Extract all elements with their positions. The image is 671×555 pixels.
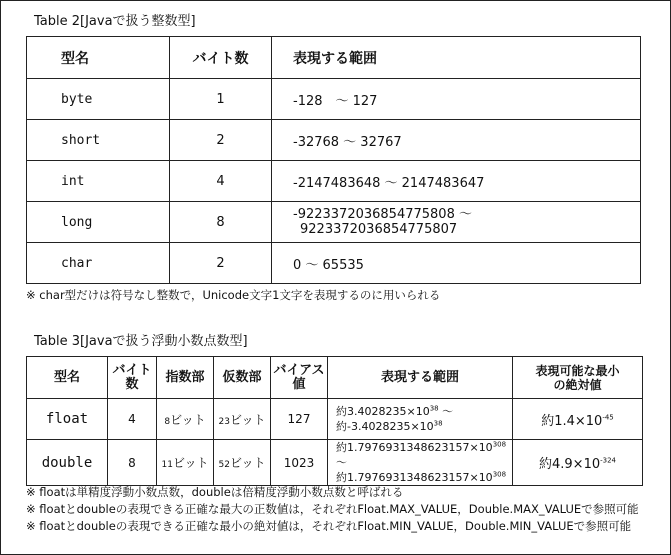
header-min-abs-line2: の絶対値 [553, 377, 602, 392]
table3-note: ※ floatとdoubleの表現できる正確な最大の正数値は，それぞれFloat.MAX_VALUE，Double.MAX_VALUEで参照可能 [26, 502, 639, 516]
table-row [27, 120, 641, 161]
table3-note: ※ floatは単精度浮動小数点数，doubleは倍精度浮動小数点数と呼ばれる [26, 485, 404, 499]
range-min: 約1.7976931348623157×10 [336, 471, 493, 484]
min-abs-value: 約4.9×10 [539, 457, 601, 472]
range-cell: -128 ～ 127 [272, 79, 641, 120]
integer-types-table [26, 36, 641, 284]
table3-note: ※ floatとdoubleの表現できる正確な最小の絶対値は，それぞれFloat.MIN_VALUE，Double.MIN_VALUEで参照可能 [26, 519, 632, 533]
header-bytes-line2: 数 [125, 376, 139, 392]
range-cell [328, 399, 513, 440]
bytes-cell: 2 [170, 243, 272, 284]
range-line-2 [336, 419, 512, 434]
range-min-exp: 38 [433, 419, 443, 428]
table-row [27, 79, 641, 120]
table-row [27, 243, 641, 284]
bytes-cell: 2 [170, 120, 272, 161]
range-cell: 0 ～ 65535 [272, 243, 641, 284]
bit-unit: ビット [170, 412, 206, 427]
range-line-1 [336, 404, 512, 419]
header-bytes [108, 357, 157, 399]
type-cell: long [27, 202, 170, 243]
float-types-table [26, 356, 643, 486]
bit-unit: ビット [172, 456, 209, 470]
header-bias-line1: バイアス [273, 362, 325, 378]
min-abs-exp: -45 [602, 413, 614, 422]
header-min-abs [513, 357, 643, 399]
range-max: 約3.4028235×10 [336, 405, 430, 418]
type-cell: char [27, 243, 170, 284]
range-max-exp: 308 [492, 440, 507, 449]
header-bias-line2: 値 [292, 376, 306, 392]
header-exponent: 指数部 [157, 357, 214, 399]
table-row [27, 399, 643, 440]
range-min-exp: 308 [492, 470, 507, 479]
table-row [27, 440, 643, 486]
bit-unit: ビット [229, 412, 266, 427]
table3-caption: Table 3[Javaで扱う浮動小数点数型] [34, 334, 248, 349]
exponent-cell [157, 399, 214, 440]
range-max: 約1.7976931348623157×10 [336, 441, 493, 454]
bit-unit: ビット [229, 456, 266, 470]
range-line-1: -9223372036854775808 ～ [293, 207, 472, 222]
header-range: 表現する範囲 [272, 37, 641, 79]
header-range: 表現する範囲 [328, 357, 513, 399]
bias-cell: 1023 [271, 440, 328, 486]
range-line-1 [336, 440, 512, 470]
header-mantissa: 仮数部 [214, 357, 271, 399]
table-row [27, 202, 641, 243]
exponent-bits: 8 [164, 416, 171, 427]
range-line-2: 9223372036854775807 [300, 222, 458, 237]
header-type-name: 型名 [27, 357, 108, 399]
table2-caption: Table 2[Javaで扱う整数型] [34, 14, 196, 29]
min-abs-cell [513, 440, 643, 486]
header-bytes-line1: バイト [112, 362, 152, 378]
type-cell: byte [27, 79, 170, 120]
range-cell: -2147483648 ～ 2147483647 [272, 161, 641, 202]
exponent-cell [157, 440, 214, 486]
mantissa-cell [214, 399, 271, 440]
range-cell [272, 202, 641, 243]
bytes-cell: 8 [108, 440, 157, 486]
table-header-row [27, 357, 643, 399]
min-abs-exp: -324 [600, 456, 616, 465]
mantissa-cell [214, 440, 271, 486]
range-max-exp: 38 [429, 404, 439, 413]
header-bias [271, 357, 328, 399]
bias-cell: 127 [271, 399, 328, 440]
range-min: 約-3.4028235×10 [336, 420, 434, 433]
table-header-row [27, 37, 641, 79]
type-cell: int [27, 161, 170, 202]
range-tilde: ～ [336, 456, 347, 469]
min-abs-value: 約1.4×10 [541, 413, 603, 429]
table-row [27, 161, 641, 202]
type-cell: float [27, 399, 108, 440]
header-type-name: 型名 [27, 37, 170, 79]
header-bytes: バイト数 [170, 37, 272, 79]
table2-note: ※ char型だけは符号なし整数で，Unicode文字1文字を表現するのに用いられる [26, 288, 441, 302]
type-cell: short [27, 120, 170, 161]
range-cell: -32768 ～ 32767 [272, 120, 641, 161]
type-cell: double [27, 440, 108, 486]
mantissa-bits: 52 [218, 460, 230, 470]
range-tilde: ～ [438, 405, 454, 418]
exponent-bits: 11 [161, 460, 173, 470]
bytes-cell: 1 [170, 79, 272, 120]
header-min-abs-line1: 表現可能な最小 [535, 363, 620, 378]
bytes-cell: 4 [108, 399, 157, 440]
mantissa-bits: 23 [218, 416, 230, 427]
min-abs-cell [513, 399, 643, 440]
bytes-cell: 8 [170, 202, 272, 243]
range-line-2 [336, 470, 512, 485]
range-cell [328, 440, 513, 486]
bytes-cell: 4 [170, 161, 272, 202]
